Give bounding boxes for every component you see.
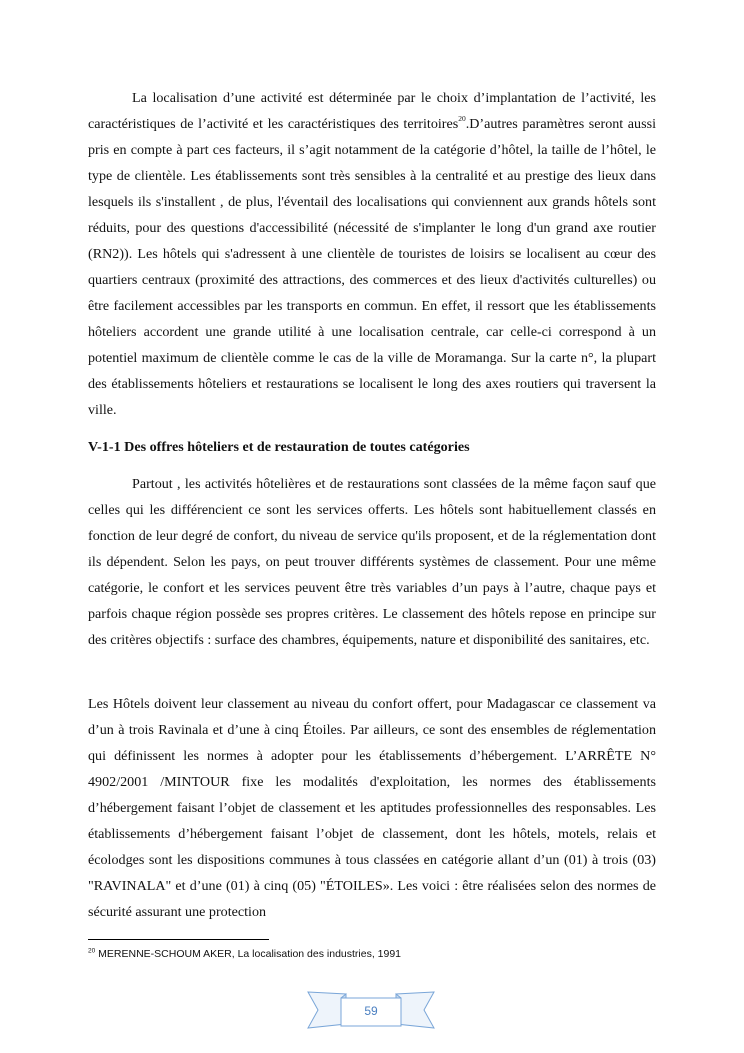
paragraph-localisation-text-a: La localisation d’une activité est déterminée par le choix d’implantation de l’activité, les caractéristiques de l’activité et les caractéristiques des territoires	[88, 90, 656, 132]
footnote-number: 20	[88, 947, 96, 955]
footnote-text: MERENNE-SCHOUM AKER, La localisation des industries, 1991	[95, 948, 402, 960]
paragraph-localisation-text-b: .D’autres paramètres seront aussi pris en compte à part ces facteurs, il s’agit notamment de la catégorie d’hôtel, la taille de l’hôtel, le type de clientèle. Les établissements sont très sensibles à la centralité et au prestige des lieux dans lesquels ils s'installent , de plus, l'éventail des localisations qui conviennent aux grands hôtels sont réduits, pour des questions d'accessibilité (nécessité de s'implanter le long d'un grand axe routier (RN2)). Les hôtels qui s'adressent à une clientèle de touristes de loisirs se localisent au cœur des quartiers centraux (proximité des attractions, des commerces et des lieux d'activités culturelles) ou être facilement accessibles par les transports en commun. En effet, il ressort que les établissements hôteliers accordent une grande utilité à une localisation centrale, car celle-ci correspond à un potentiel maximum de clientèle comme le cas de la ville de Moramanga. Sur la carte n°, la plupart des établissements hôteliers et restaurations se localisent le long des axes routiers qui traversent la ville.	[88, 116, 656, 418]
paragraph-madagascar: Les Hôtels doivent leur classement au niveau du confort offert, pour Madagascar ce classement va d’un à trois Ravinala et d’une à cinq Étoiles. Par ailleurs, ce sont des ensembles de réglementation qui définissent les normes à adopter pour les établissements d’hébergement. L’ARRÊTE N° 4902/2001 /MINTOUR fixe les modalités d'exploitation, les normes des établissements d’hébergement faisant l’objet de classement et les aptitudes professionnelles des responsables. Les établissements d’hébergement faisant l’objet de classement, dont les hôtels, motels, relais et écolodges sont les dispositions communes à tous classées en catégorie allant d’un (01) à trois (03) "RAVINALA" et d’une (01) à cinq (05) "ÉTOILES». Les voici : être réalisées selon des normes de sécurité assurant une protection	[88, 696, 656, 920]
page-number: 59	[364, 1004, 378, 1018]
section-heading: V-1-1 Des offres hôteliers et de restauration de toutes catégories	[88, 439, 470, 455]
paragraph-localisation	[88, 85, 656, 423]
page-number-ribbon	[306, 990, 436, 1030]
footnote-separator	[88, 939, 269, 940]
footnote-reference[interactable]: 20	[458, 114, 466, 124]
paragraph-classement: Partout , les activités hôtelières et de restaurations sont classées de la même façon sauf que celles qui les différencient ce sont les services offerts. Les hôtels sont habituellement classés en fonction de leur degré de confort, du niveau de service qu'ils proposent, et de la réglementation dont ils dépendent. Selon les pays, on peut trouver différents systèmes de classement. Pour une même catégorie, le confort et les services peuvent être très variables d’un pays à l’autre, chaque pays et parfois chaque région possède ses propres critères. Le classement des hôtels repose en principe sur des critères objectifs : surface des chambres, équipements, nature et disponibilité des sanitaires, etc.	[88, 476, 656, 648]
footnote	[88, 947, 401, 961]
